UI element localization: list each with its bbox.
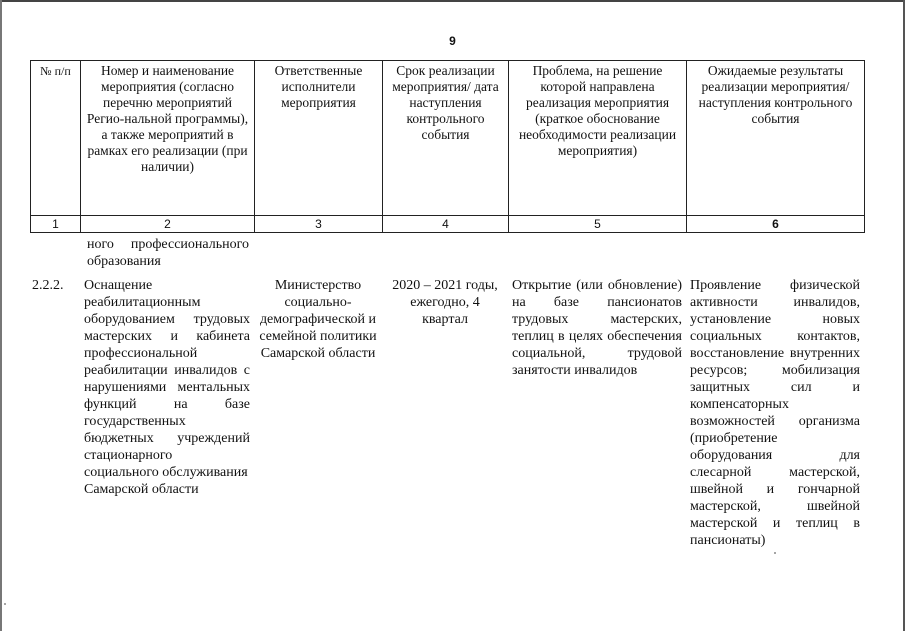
row-name-tail: Самарской области [84, 482, 199, 497]
scan-edge-left [0, 0, 2, 631]
continuation-text: ного профессионального образования [87, 237, 249, 269]
row-term: 2020 – 2021 годы, ежегодно, 4 квартал [392, 278, 498, 327]
header-row [31, 61, 865, 216]
row-executor: Министерство социально-демографической и семейной политики Самарской области [259, 278, 377, 361]
scan-edge-top [0, 0, 905, 2]
row-name: Оснащение реабилитационным оборудованием трудовых мастерских и кабинета профессиональной реабилитации инвалидов с нарушениями ментальных функций на базе государственных бюджетных учреждений стационарного социального обслуживания [84, 278, 250, 480]
page-number: 9 [449, 34, 456, 48]
scan-speck [774, 552, 776, 554]
row-problem: Открытие (или обновление) на базе пансионатов трудовых мастерских, теплиц в целях обеспечения социальной, трудовой занятости инвалидов [512, 278, 682, 378]
column-number: 1 [31, 216, 81, 233]
column-number: 2 [81, 216, 255, 233]
header-col-term: Срок реализации мероприятия/ дата наступления контрольного события [383, 61, 509, 216]
row-number: 2.2.2. [32, 278, 64, 293]
column-number: 5 [509, 216, 687, 233]
row-name-cell [80, 277, 254, 549]
column-number: 3 [255, 216, 383, 233]
header-col-problem: Проблема, на решение которой направлена реализация мероприятия (краткое обоснование необходимости реализации мероприятия) [509, 61, 687, 216]
header-col-executors: Ответственные исполнители мероприятия [255, 61, 383, 216]
header-col-name: Номер и наименование мероприятия (согласно перечню мероприятий Регио-нальной программы), а также мероприятий в рамках его реализации (при наличии) [81, 61, 255, 216]
scan-speck [4, 603, 6, 605]
table-row [30, 277, 864, 549]
table-header [30, 60, 865, 233]
header-col-number: № п/п [31, 61, 81, 216]
column-number: 4 [383, 216, 509, 233]
column-number: 6 [687, 216, 865, 233]
header-col-results: Ожидаемые результаты реализации мероприятия/ наступления контрольного события [687, 61, 865, 216]
column-number-row [31, 216, 865, 233]
table-body [30, 277, 864, 549]
row-result: Проявление физической активности инвалидов, установление новых социальных контактов, восстановление внутренних ресурсов; мобилизация защитных сил и компенсаторных возможностей организма (приобретение оборудования для слесарной мастерской, швейной и гончарной мастерской, швейной мастерской и теплиц в пансионаты) [690, 278, 860, 548]
